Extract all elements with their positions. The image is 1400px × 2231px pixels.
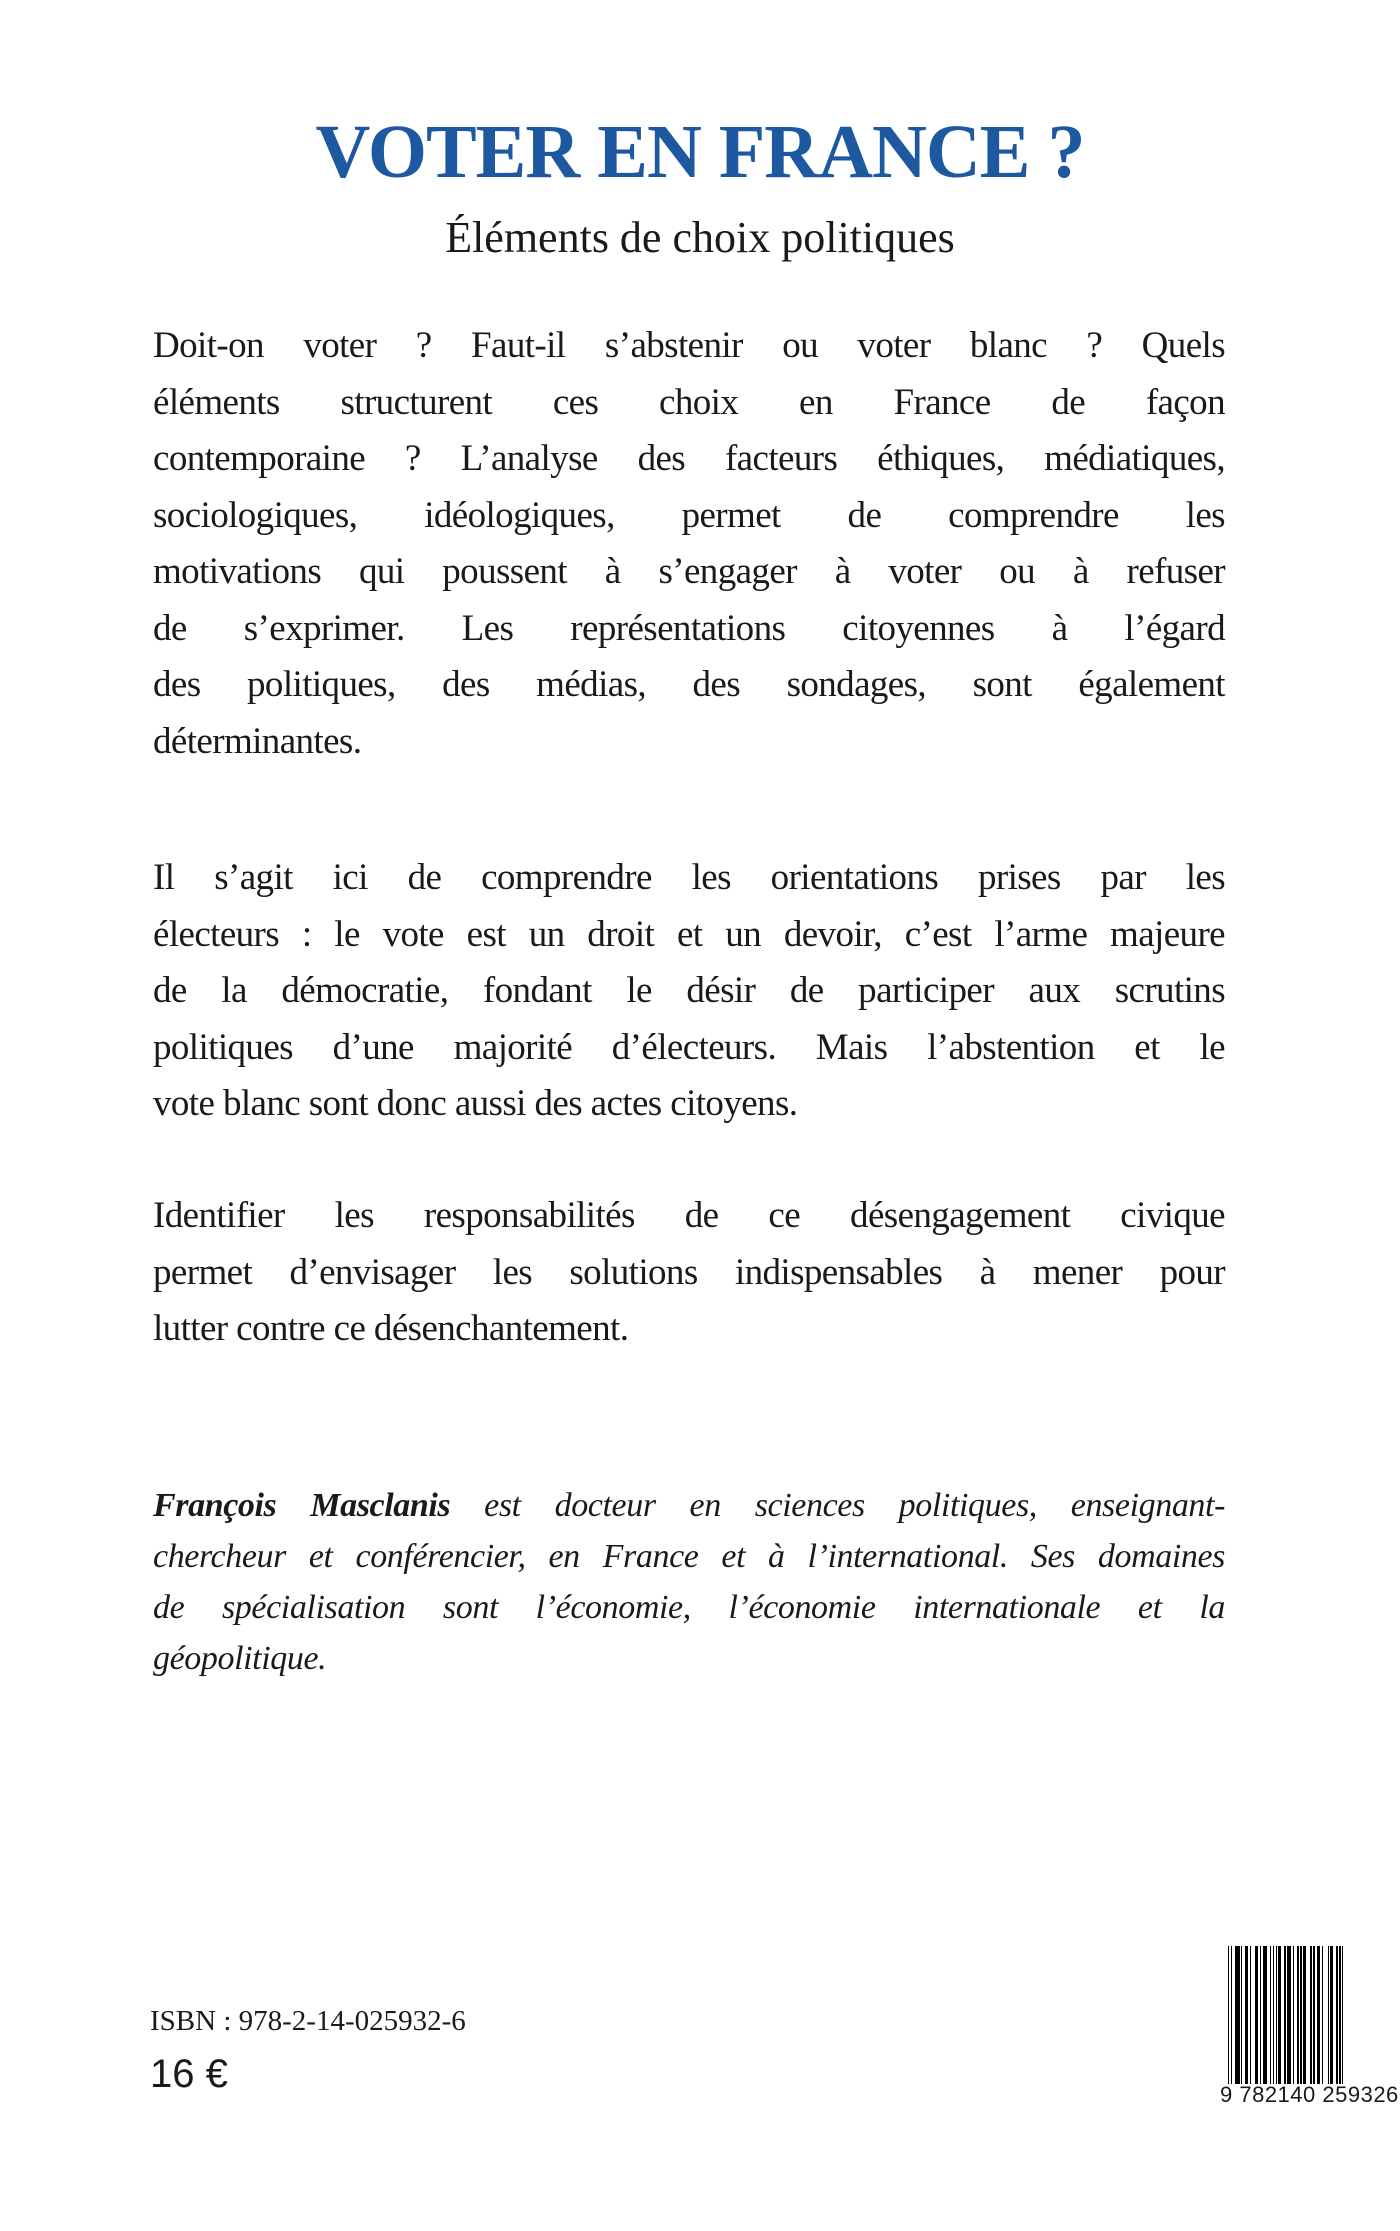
text-line: électeurs : le vote est un droit et un devoir, c’est l’arme majeure — [153, 913, 1225, 955]
bio-line — [153, 1480, 1225, 1531]
barcode-digits: 9 782140 259326 — [1220, 2082, 1399, 2107]
bio-text: est docteur en sciences politiques, enseignant- — [450, 1487, 1225, 1524]
barcode-bars — [1228, 1946, 1352, 2084]
text-line: déterminantes. — [153, 720, 362, 762]
price: 16 € — [150, 2052, 228, 2096]
barcode — [1220, 1946, 1399, 2107]
text-line: éléments structurent ces choix en France de façon — [153, 381, 1225, 423]
text-line: vote blanc sont donc aussi des actes citoyens. — [153, 1083, 798, 1124]
author-name: François Masclanis — [153, 1487, 451, 1524]
text-line: de s’exprimer. Les représentations citoyennes à l’égard — [153, 607, 1225, 649]
text-line: contemporaine ? L’analyse des facteurs éthiques, médiatiques, — [153, 438, 1225, 479]
text-line: sociologiques, idéologiques, permet de comprendre les — [153, 494, 1225, 536]
author-bio — [153, 1480, 1225, 1684]
text-line: Doit-on voter ? Faut-il s’abstenir ou voter blanc ? Quels — [153, 325, 1225, 366]
text-line: motivations qui poussent à s’engager à voter ou à refuser — [153, 551, 1225, 592]
text-line: Identifier les responsabilités de ce désengagement civique — [153, 1195, 1225, 1236]
text-line: lutter contre ce désenchantement. — [153, 1308, 629, 1349]
paragraph-2 — [153, 850, 1225, 1133]
bio-line: de spécialisation sont l’économie, l’économie internationale et la — [153, 1589, 1225, 1626]
text-line: des politiques, des médias, des sondages, sont également — [153, 664, 1225, 705]
text-line: de la démocratie, fondant le désir de participer aux scrutins — [153, 970, 1225, 1011]
barcode-bar — [1342, 1946, 1343, 2084]
paragraph-3 — [153, 1188, 1225, 1358]
isbn: ISBN : 978-2-14-025932-6 — [150, 2005, 466, 2037]
book-title: VOTER EN FRANCE ? — [315, 110, 1085, 194]
text-line: politiques d’une majorité d’électeurs. Mais l’abstention et le — [153, 1026, 1225, 1068]
text-line: Il s’agit ici de comprendre les orientations prises par les — [153, 857, 1225, 898]
text-line: permet d’envisager les solutions indispensables à mener pour — [153, 1251, 1225, 1293]
book-subtitle: Éléments de choix politiques — [445, 213, 955, 262]
paragraph-1 — [153, 318, 1225, 770]
bio-line: géopolitique. — [153, 1640, 327, 1677]
bio-line: chercheur et conférencier, en France et à l’international. Ses domaines — [153, 1538, 1225, 1575]
